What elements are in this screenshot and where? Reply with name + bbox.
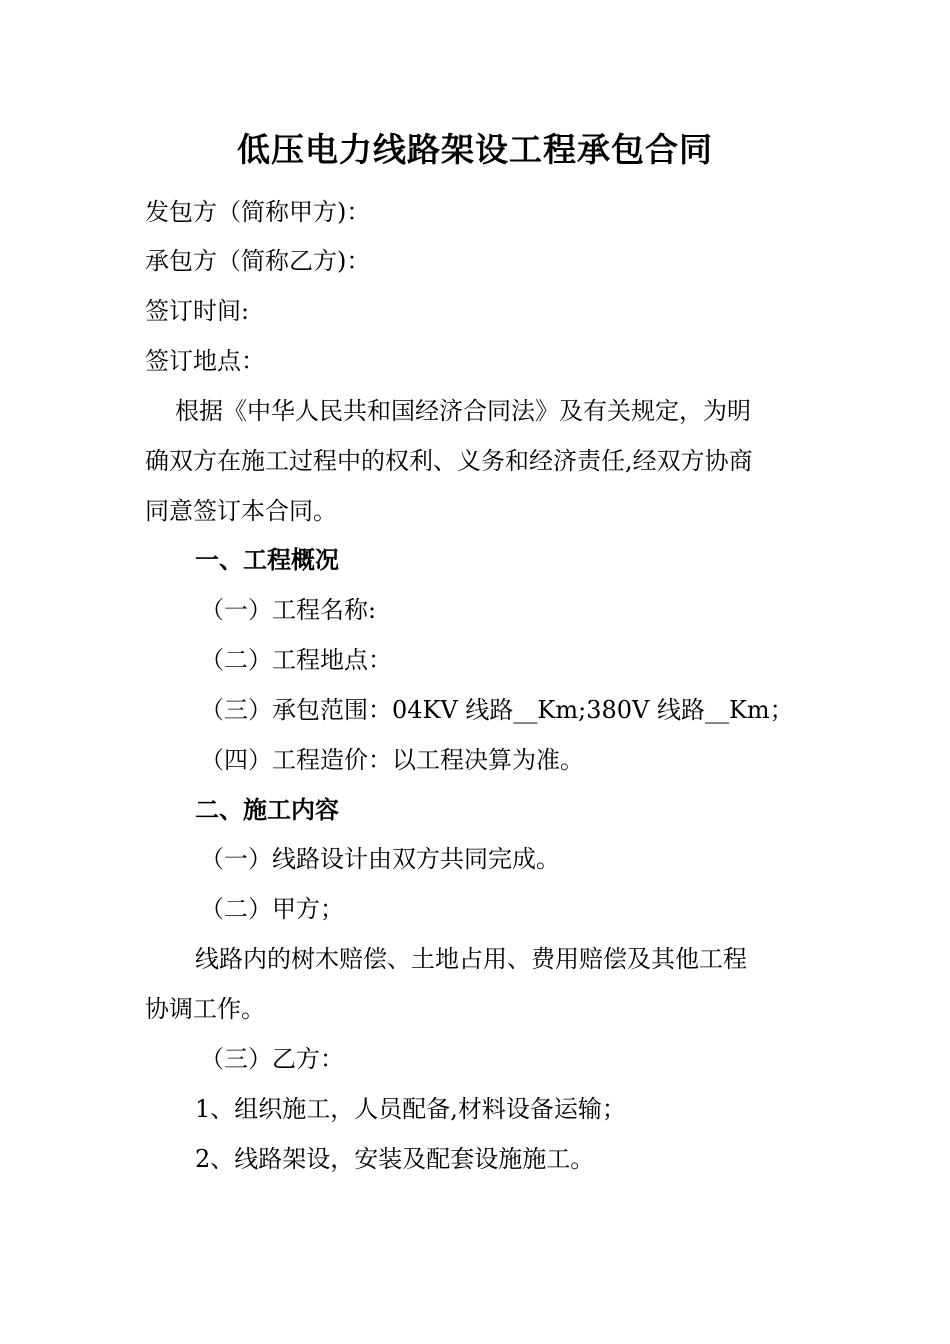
project-name-item: （一）工程名称: <box>200 596 377 624</box>
section-heading-project-overview: 一、工程概况 <box>195 545 339 574</box>
project-location-item: （二）工程地点： <box>200 646 392 674</box>
party-b-duty-item: 1、组织施工，人员配备,材料设备运输； <box>195 1095 626 1123</box>
party-b-duties-heading: （三）乙方： <box>200 1045 344 1073</box>
contract-scope-item: （三）承包范围：04KV 线路__Km;380V 线路__Km； <box>200 696 794 724</box>
party-a-duties-line: 协调工作。 <box>145 995 265 1023</box>
document-title: 低压电力线路架设工程承包合同 <box>237 130 713 169</box>
party-b-duty-item: 2、线路架设，安装及配套设施施工。 <box>195 1145 595 1173</box>
party-b-field: 承包方（简称乙方)： <box>145 247 371 275</box>
sign-place-field: 签订地点： <box>145 347 265 375</box>
line-design-item: （一）线路设计由双方共同完成。 <box>200 845 560 873</box>
party-a-duties-heading: （二）甲方； <box>200 895 344 923</box>
section-heading-construction-content: 二、施工内容 <box>195 795 339 824</box>
intro-paragraph-line: 确双方在施工过程中的权利、义务和经济责任,经双方协商 <box>145 447 753 475</box>
intro-paragraph-line: 同意签订本合同。 <box>145 497 337 525</box>
party-a-field: 发包方（简称甲方)： <box>145 198 371 226</box>
project-cost-item: （四）工程造价：以工程决算为准。 <box>200 746 584 774</box>
party-a-duties-line: 线路内的树木赔偿、土地占用、费用赔偿及其他工程 <box>195 945 747 973</box>
intro-paragraph-line: 根据《中华人民共和国经济合同法》及有关规定，为明 <box>175 397 751 425</box>
sign-time-field: 签订时间: <box>145 297 250 325</box>
